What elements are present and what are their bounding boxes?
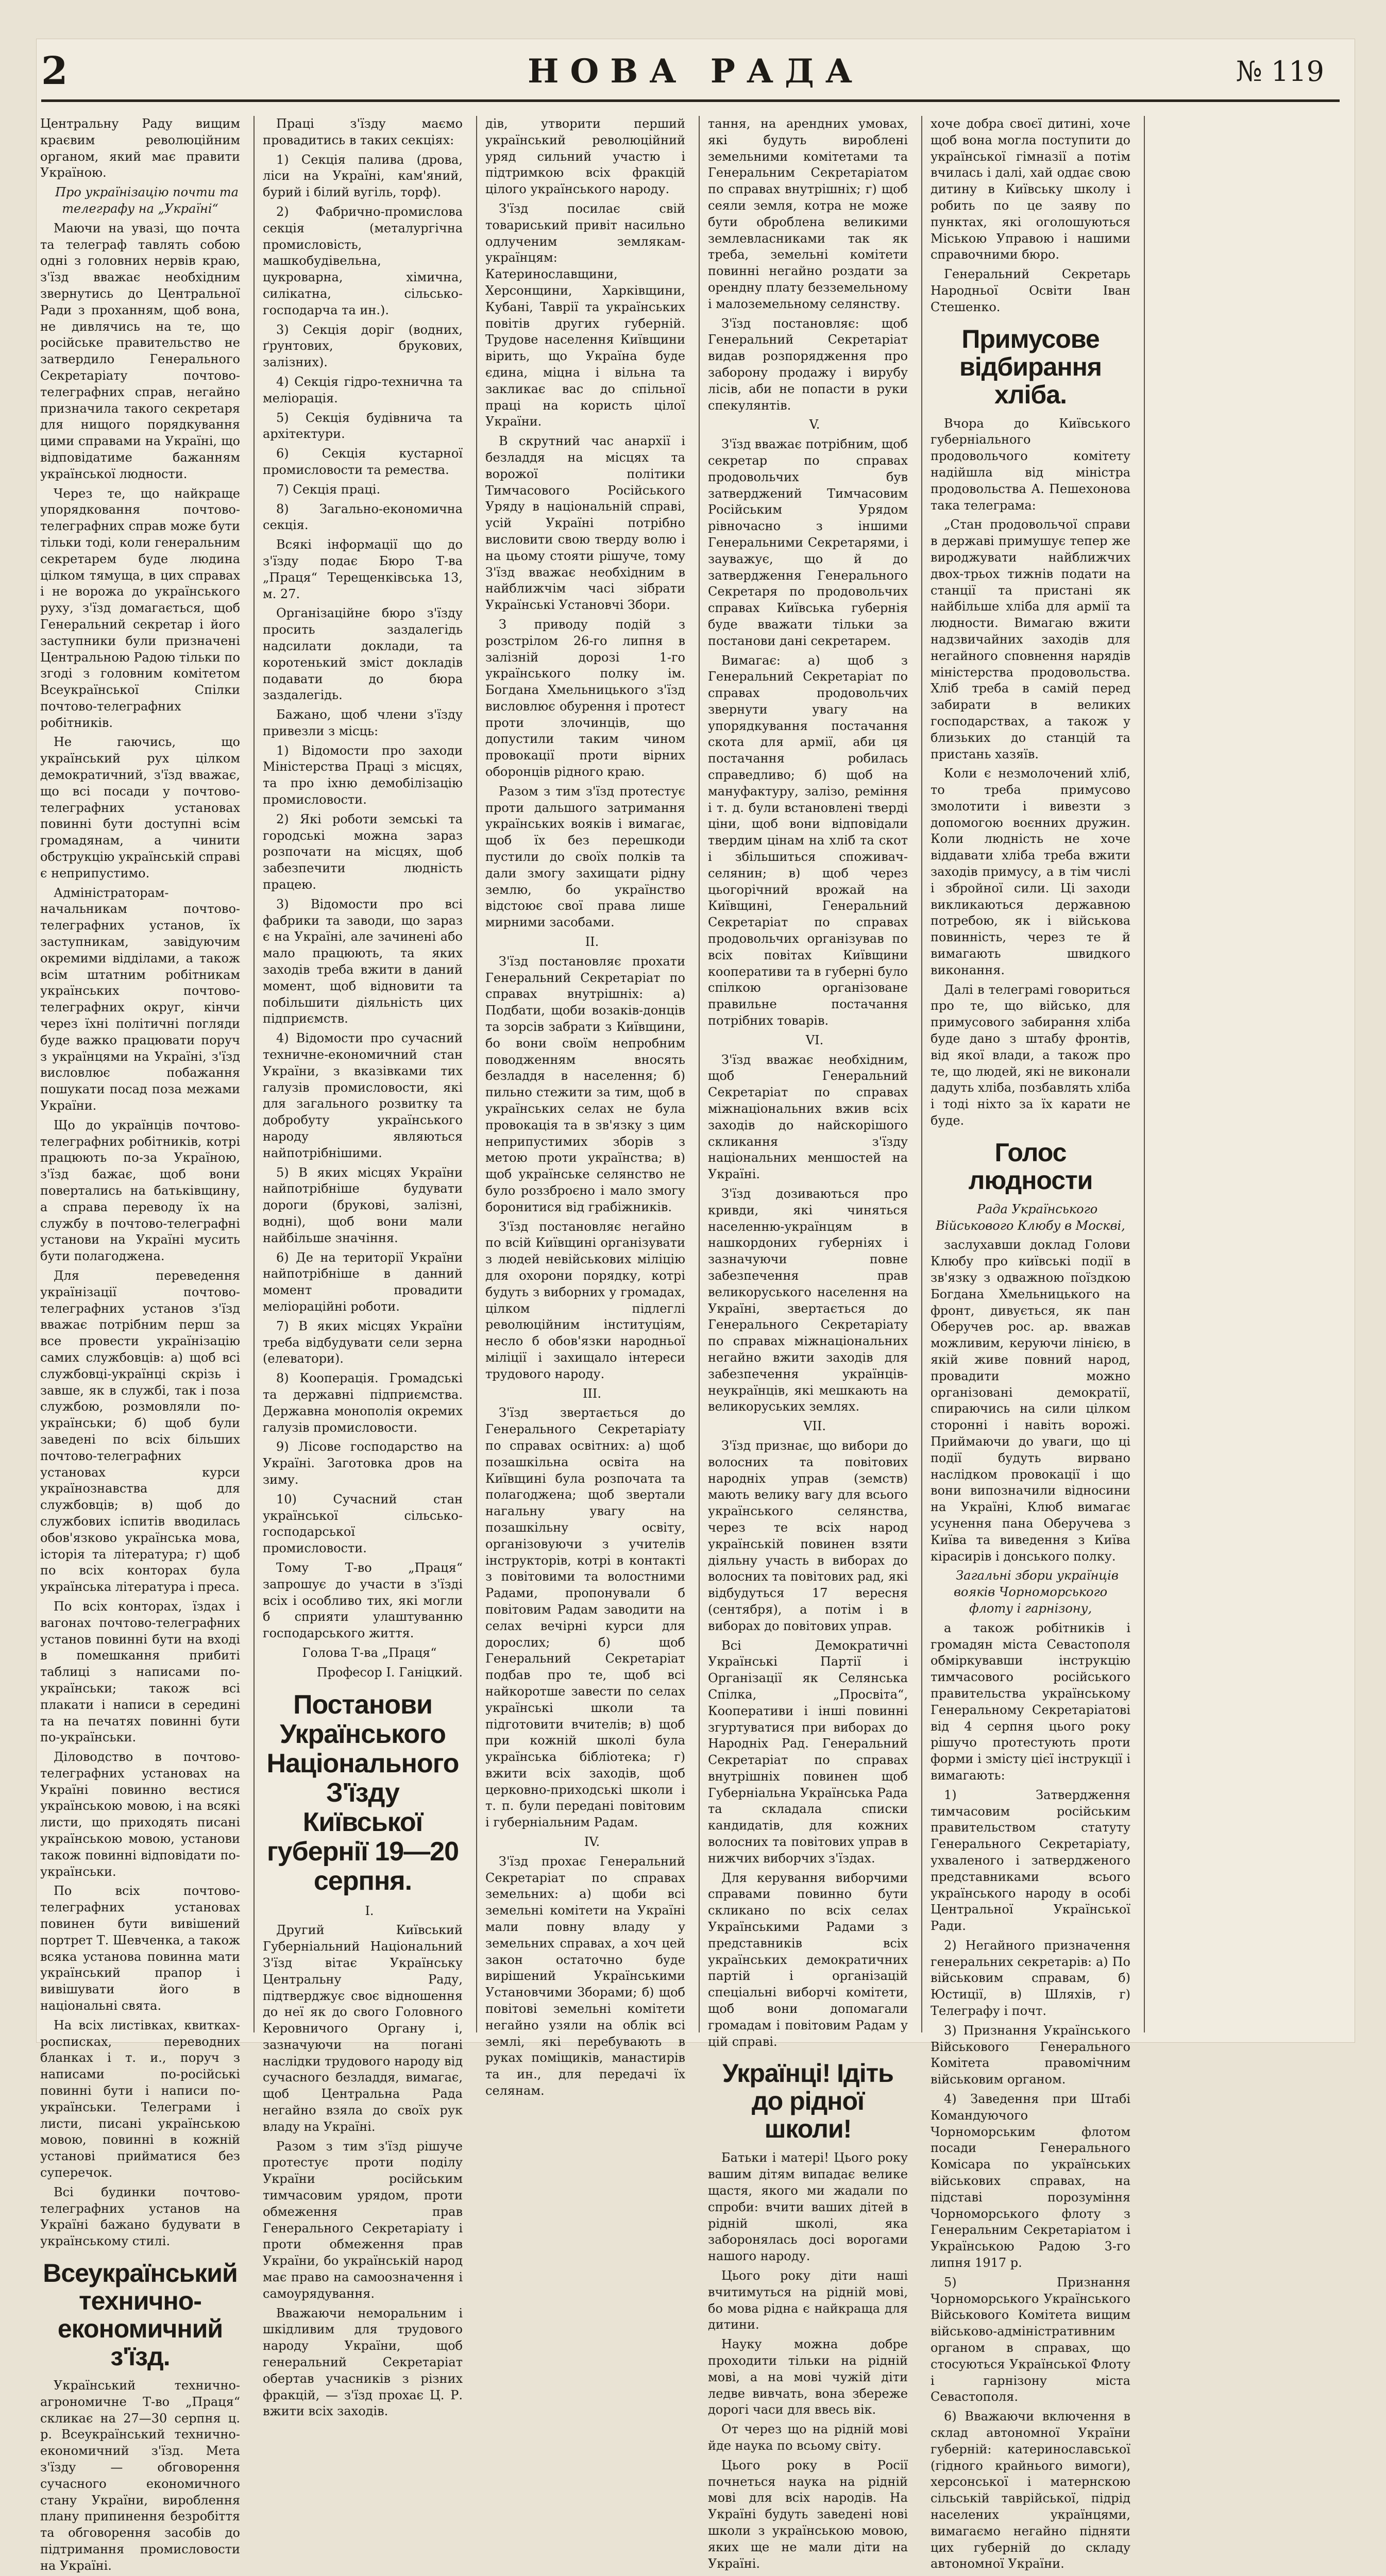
paragraph: Цього року в Росії почнеться наука на рідній мові для всіх народів. На Україні будуть заведені нові школи з українською мовою, яких ще не мали діти на Україні.: [708, 2458, 908, 2571]
paragraph: дів, утворити перший український революційний уряд сильний участю і підтримкою всіх фракцій цілого українського народу.: [485, 116, 685, 197]
paragraph: Маючи на увазі, що почта та телеграф тавлять собою одні з головних нервів краю, з'їзд вважає необхідним звернутись до Центральної Ради з проханням, щоб вона, не дивлячись на те, що російське правительство не затвердило Генерального Секретаріату почтово-телеграфних справ, негайно призначила такого секретаря для нищого порядкування цими справами на Україні, що відповідатиме бажанням української людности.: [40, 221, 240, 481]
section-number: VII.: [803, 1419, 826, 1434]
paragraph: З'їзд постановляє прохати Генеральний Секретаріат по справах внутрішніх: а) Подбати, щоби возаків-донців та зорсів забрати з Київщини, бо вони своїм непробним поводженням вносять безладдя в населення; б) пильно стежити за тим, щоб в українських селах не була провокація та в зв'язку з цим неприпустимих зборів з метою проти українства; в) щоб українське селянство не було роззброєно і мало змогу боронитися від грабіжників.: [485, 954, 685, 1214]
paragraph: Вчора до Київського губерніального продовольчого комітету надійшла від міністра продовольства А. Пешехонова така телеграма:: [931, 416, 1130, 513]
section-number: IV.: [584, 1835, 600, 1850]
headline: Постанови Українського Національного З'їзду Київської губернії 19—20 серпня.: [266, 1689, 459, 1896]
paragraph: З'їзд вважає потрібним, щоб секретар по справах продовольчих був затверджений Тимчасовим Російським Урядом рівночасно з іншими Генеральними Секретарями, і зауважує, що й до затвердження Генерального Секретаря по продовольчих справах Київська губернія буде вважати тільки за постанови дані секретарем.: [708, 437, 908, 648]
signature: Голова Т-ва „Праця“: [302, 1645, 437, 1660]
column-1: [40, 116, 240, 2573]
paragraph: Всякі інформації що до з'їзду подає Бюро Т-ва „Праця“ Терещенківська 13, м. 27.: [263, 537, 463, 601]
column-rule: [253, 116, 255, 2032]
column-rule: [476, 116, 477, 2032]
column-rule: [1144, 116, 1145, 2032]
header-rule: [41, 99, 1340, 102]
paragraph: З'їзд посилає свій товариський привіт насильно одлученим землякам-українцям: Катеринославщини, Херсонщини, Харківщини, Кубані, Таврії та українських повітів других губерній. Трудове населення Київщини вірить, що Україна буде єдина, міцна і вільна та закликає вас до спільної праці на користь цілої України.: [485, 201, 685, 429]
paragraph: 2) Фабрично-промислова секція (металургічна промисловість, машкобудівельна, цукроварна, хімична, силікатна, сільсько-господарча та ин.).: [263, 204, 463, 317]
paragraph: 2) Які роботи земські та городські можна зараз розпочати на місцях, щоб забезпечити людність працею.: [263, 811, 463, 892]
paper-title: НОВА РАДА: [528, 52, 864, 91]
paragraph: З'їзд дозиваються про кривди, які чиняться населенню-українцям в нашкордоних губерніях і зазначуючи повне забезпечення прав великоруського населення на Україні, звертається до Генерального Секретаріату по справах міжнаціональних негайно вжити заходів для забезпечення українців-неукраїнців, які мешкають на великоруських землях.: [708, 1187, 908, 1414]
paragraph: 6) Де на території України найпотрібніше в данний момент провадити меліораційні роботи.: [263, 1250, 463, 1314]
section-number: I.: [365, 1903, 374, 1918]
paragraph: З'їзд постановляє негайно по всій Київщині організувати з людей невійськових міліцію для охорони порядку, котрі будуть з виборних у громадах, цілком підлеглі революційним інституціям, несло б обов'язки народньої міліції і захищало інтереси трудового народу.: [485, 1219, 685, 1381]
column-3: [485, 116, 685, 2098]
paragraph: 3) Секція доріг (водних, ґрунтових, брукових, залізних).: [263, 322, 463, 370]
paragraph: Всі Демократичні Українські Партії і Організації як Селянська Спілка, „Просвіта“, Кооперативи і інші повинні згуртуватися при виборах до Народніх Рад. Генеральний Секретаріат по справах внутрішніх повинен щоб Губерніальна Українська Рада та складала списки кандидатів, для кожних волосних та повітових управ в нижчих виборчих з'їздах.: [708, 1638, 908, 1866]
paragraph: 3) Признання Українського Військового Генерального Комітета правомічним військовим органом.: [931, 2023, 1130, 2087]
column-rule: [921, 116, 922, 2032]
section-number: V.: [809, 417, 820, 432]
paragraph: Вимагає: а) щоб з Генеральний Секретаріат по справах продовольчих звернути увагу на упорядкування постачання скота для армії, аби ця постачання робилась справедливо; б) щоб на мануфактуру, залізо, реміння і т. д. були встановлені тверді ціни, щоб вони відповідали твердим цінам на хліб та скот і збільшиться споживач-селянин; в) щоб через цьогорічний врожай на Київщині, Генеральний Секретаріат по справах продовольчих організував по всіх повітах Київщини кооперативи та в губерні було спілкою організоване правильне постачання потрібних товарів.: [708, 653, 908, 1028]
signature: Професор І. Ганіцкий.: [316, 1665, 463, 1680]
paragraph: 6) Вважаючи включення в склад автономної України губерній: катеринославської (гідного крайнього вимоги), херсонської і матернскою сільській таврійської, підрід населених українцями, вимагаємо негайно підняти цих губерній до складу автономної України.: [931, 2409, 1130, 2571]
paragraph: Що до українців почтово-телеграфних робітників, котрі працюють по-за Україною, з'їзд бажає, щоб вони повертались на батьківщину, а справа переводу їх на службу в почтово-телеграфні установи на Україні мусить бути полагоджена.: [40, 1117, 240, 1264]
paragraph: Тому Т-во „Праця“ запрошує до участи в з'їзді всіх і особливо тих, які могли б сприяти улаштуванню господарського життя.: [263, 1560, 463, 1641]
paragraph: З'їзд признає, що вибори до волосних та повітових народніх управ (земств) мають велику вагу для всього українського селянства, через те всіх народ українській повинен взяти діяльну участь в виборах до волосних та повітових рад, які відбудуться 17 вересня (сентября), а потім і в виборах до повітових управ.: [708, 1438, 908, 1633]
paragraph: Науку можна добре проходити тільки на рідній мові, а на мові чужій діти ледве вивчать, вона збереже дорогі часи для ввесь вік.: [708, 2337, 908, 2417]
page-number: 2: [41, 49, 68, 93]
section-number: II.: [585, 935, 599, 950]
paragraph: Для керування виборчими справами повинно бути скликано по всіх селах Українськими Радами з представників всіх українських демократичних партій і організацій спеціальні виборчі комітети, щоб вони допомагали громадам і повітовим Радам у цій справі.: [708, 1870, 908, 2049]
paragraph: 5) Признання Чорноморського Українського Військового Комітета вищим військово-адміністративним органом в справах, що стосуються Української Флоту і гарнізону міста Севастополя.: [931, 2275, 1130, 2404]
paragraph: Не гаючись, що український рух цілком демократичний, з'їзд вважає, що всі посади у почтово-телеграфних установах повинні бути доступні всім громадянам, а чинити обструкцію українській справі є неприпустимо.: [40, 735, 240, 880]
paragraph: З'їзд звертається до Генерального Секретаріату по справах освітних: а) щоб позашкільна освіта на Київщині була розпочата та полагоджена; щоб звертали нагальну увагу на позашкільну освіту, організовуючи з учителів інструкторів, котрі в контакті з повітовими та волостними Радами, пропонували б повітовим Радам заводити на селах вечірні курси для дорослих; б) щоб Генеральний Секретаріат подбав про те, щоб всі найкоротше завести по селах українські школи та підготовити вчителів; в) щоб при кожній школі була українська бібліотека; г) вжити всіх заходів, щоб церковно-приходські школи і т. п. були передані повітовим і губерніальним Радам.: [485, 1405, 685, 1830]
paragraph: Центральну Раду вищим краєвим революційним органом, який має правити Україною.: [40, 116, 240, 180]
paragraph: Батьки і матері! Цього року вашим дітям випадає велике щастя, якого ми жадали по спроби: вчити ваших дітей в рідній школі, яка заборонялась досі ворогами нашого народу.: [708, 2150, 908, 2264]
paragraph: 5) В яких місцях України найпотрібніше будувати дороги (брукові, залізні, водні), щоб вони мали найбільше значіння.: [263, 1165, 463, 1245]
paragraph: Адміністраторам-начальникам почтово-телеграфних установ, їх заступникам, завідуючим окремими відділами, а також всім штатним робітникам українських почтово-телеграфних округ, кінчи через їхні політичні погляди буде важко працювати поруч з українцями на Україні, з'їзд висловлює побажання пошукати посад поза межами України.: [40, 885, 240, 1113]
subheading: Загальні збори українців вояків Чорноморського флоту і гарнізону,: [953, 1568, 1119, 1616]
paragraph: 7) В яких місцях України треба відбудувати сели зерна (елеватори).: [263, 1318, 463, 1366]
signature: Генеральний Секретарь Народньої Освіти Іван Стешенко.: [931, 267, 1130, 314]
paragraph: Разом з тим з'їзд протестує проти дальшого затримання українських вояків і вимагає, щоб їх без перешкоди пустили до своїх полків та дали змогу захищати рідну землю, бо українство відстоює свої права лише мирними засобами.: [485, 784, 685, 930]
paragraph: 4) Відомости про сучасний техничне-економичний стан України, з вказівками тих галузів промисловости, які для загального розвитку та добробуту українського народу являються найпотрібнішими.: [263, 1031, 463, 1160]
paragraph: 4) Секція гідро-технична та меліорація.: [263, 374, 463, 405]
headline: Всеукраїнський технично-економичний з'їзд.: [43, 2259, 238, 2371]
paragraph: Праці з'їзду маємо провадитись в таких секціях:: [263, 116, 463, 147]
paragraph: 3) Відомости про всі фабрики та заводи, що зараз є на Україні, але зачинені або мало працюють, та яких заходів треба вжити в даний момент, щоб відновити та побільшити діяльність цих підприємств.: [263, 896, 463, 1026]
paragraph: 2) Негайного призначення генеральних секретарів: а) По військовим справам, б) Юстиції, в) Шляхів, г) Телеграфу і почт.: [931, 1938, 1130, 2019]
section-number: III.: [582, 1386, 602, 1401]
running-head: [36, 49, 1355, 106]
paragraph: Український технично-агрономичне Т-во „Праця“ скликає на 27—30 серпня ц. р. Всеукраїнський технично-економичний з'їзд. Мета з'їзду — обговорення сучасного економичного стану України, вироблення плану припинення безробіття та обговорення засобів до підтримання промисловости на Україні.: [40, 2378, 240, 2573]
paragraph: 4) Заведення при Штабі Командуючого Чорноморським флотом посади Генерального Комісара по українських військових справах, на підставі порозуміння Чорноморського флоту з Генеральним Секретаріатом і Українською Радою 3-го липня 1917 р.: [931, 2092, 1130, 2270]
paragraph: тання, на арендних умовах, які будуть вироблені земельними комітетами та Генеральним Секретаріатом по справах внутрішніх; г) щоб сеяли земля, котра не може бути оброблена великими землевласниками так як треба, земельні комітети повинні негайно роздати за орендну плату безземельному і малоземельному селянству.: [708, 116, 908, 311]
paragraph: хоче добра своєї дитині, хоче щоб вона могла поступити до української гімназії а потім вчилась і далі, хай оддає свою дитину в Київську школу і робить по це заяву по пунктах, які оголошуються Міською Управою і нашими справочними бюро.: [931, 116, 1130, 262]
paragraph: Організаційне бюро з'їзду просить заздалегідь надсилати доклади, та коротенький зміст докладів подавати до бюра заздалегідь.: [263, 606, 463, 703]
paragraph: Вважаючи неморальним і шкідливим для трудового народу України, щоб генеральний Секретаріат обертав учасників з різних фракцій, — з'їзд прохає Ц. Р. вжити всіх заходів.: [263, 2306, 463, 2419]
paragraph: З'їзд вважає необхідним, щоб Генеральний Секретаріат по справах міжнаціональних вжив всіх заходів до найскорішого скликання з'їзду національних меншостей на Україні.: [708, 1052, 908, 1182]
paragraph: „Стан продовольчої справи в державі примушує тепер же вироджувати найближчих двох-трьох тижнів подати на станції та пристані як найбільше хліба для армії та людности. Вимагаю вжити надзвичайних заходів для негайного сповнення нарядів міністерства продовольства. Хліб треба в самій перед забирати в великих господарствах, а також у близьких до станцій та пристань хазяїв.: [931, 517, 1130, 761]
paragraph: Всі будинки почтово-телеграфних установ на Україні бажано будувати в українському стилі.: [40, 2184, 240, 2249]
paragraph: Діловодство в почтово-телеграфних установах на Україні повинно вестися українською мовою, і на всякі листи, що приходять писані українською мовою, установи також повинні відповідати по-українськи.: [40, 1750, 240, 1879]
paragraph: Коли є незмолочений хліб, то треба примусово змолотити і вивезти з допомогою воєнних дружин. Коли людність не хоче віддавати хліба треба вжити заходів примусу, а в тім числі і збройної сили. Ці заходи викликаються державною потребою, як і військова повинність, через те й вимагають швидкого виконання.: [931, 766, 1130, 977]
paragraph: 10) Сучасний стан української сільсько-господарської промисловости.: [263, 1492, 463, 1556]
paragraph: Для переведення українізації почтово-телеграфних установ з'їзд вважає потрібним перш за все провести українізацію самих службовців: а) щоб всі службовці-українці скрізь і завше, як в службі, так і поза службою, розмовляли по-українськи; б) щоб були заведені по всіх більших почтово-телеграфних установах курси українознавства для службовців; в) щоб до службових іспитів вводилась обов'язково українська мова, історія та література; г) щоб по всіх конторах була українська література і преса.: [40, 1268, 240, 1595]
paragraph: заслухавши доклад Голови Клюбу про київські події в зв'язку з одважною поїздкою Богдана Хмельницького на фронт, дивується, як пан Оберучев рос. ар. вважав можливим, керуючи лінією, в якій живе повний народ, провадити можно організовані демократії, спираючись на сили цілком сторонні і навіть ворожі. Приймаючи до уваги, що ці події будуть вирвано наслідком провокації і що вони випозначили відносини на Україні, Клюб вимагає усунення пана Оберучева з Київа та виведення з Київа кірасирів і донського полку.: [931, 1238, 1130, 1564]
paragraph: 9) Лісове господарство на Україні. Заготовка дров на зиму.: [263, 1439, 463, 1487]
headline: Примусове відбирання хліба.: [959, 324, 1102, 409]
paragraph: Бажано, щоб члени з'їзду привезли з місць:: [263, 707, 463, 738]
column-6: [1153, 116, 1353, 2032]
paragraph: 1) Секція палива (дрова, ліси на Україні, кам'яний, бурий і білий вугіль, торф).: [263, 152, 463, 200]
headline: Голос людности: [968, 1138, 1093, 1195]
column-rule: [699, 116, 700, 2032]
paragraph: 8) Загально-економична секція.: [263, 501, 463, 533]
paragraph: В скрутний час анархії і безладдя на місцях та ворожої політики Тимчасового Російського Уряду в національній справі, усій Україні потрібно висловити свою тверду волю і на цьому стояти рішуче, тому З'їзд вважає необхідним в найближчім часі зібрати Українські Установчі Збори.: [485, 434, 685, 613]
column-2: [263, 116, 463, 2419]
paragraph: З'їзд постановляє: щоб Генеральний Секретаріат видав розпорядження про заборону продажу і вирубу лісів, аби не попасти в руки спекулянтів.: [708, 316, 908, 413]
issue-number: № 119: [1236, 55, 1324, 88]
paragraph: 6) Секція кустарної промисловости та ремества.: [263, 446, 463, 477]
column-5: [931, 116, 1130, 2571]
headline: Українці! Ідіть до рідної школи!: [722, 2059, 893, 2144]
paragraph: 1) Відомости про заходи Міністерства Праці з місцях, та про іхню демобілізацію промисловости.: [263, 743, 463, 807]
paragraph: Разом з тим з'їзд рішуче протестує проти поділу України російським тимчасовим урядом, проти обмеження прав Генерального Секретаріату і проти обмеження прав України, бо українській народ має право на самоозначення і самоурядування.: [263, 2139, 463, 2301]
paragraph: Далі в телеграмі говориться про те, що військо, для примусового забирання хліба буде дано з штабу фронтів, від якої влади, а також про те, що людей, які не виконали дадуть хліба, позбавлять хліба і тоді ніхто за їх карати не буде.: [931, 982, 1130, 1128]
paragraph: 7) Секція праці.: [276, 482, 381, 497]
newspaper-page: [36, 39, 1355, 2573]
column-4: [708, 116, 908, 2571]
paragraph: По всіх конторах, їздах і вагонах почтово-телеграфних установ повинні бути на вході в помешкання прибиті таблиці з написами по-українськи; також всі плакати і написи в середині та на печатях повинні бути по-українськи.: [40, 1599, 240, 1745]
paragraph: З'їзд прохає Генеральний Секретаріат по справах земельних: а) щоби всі земельні комітети на Україні мали повну владу у земельних справах, а хоч цей закон остаточно буде вирішений Українськими Установчими Зборами; б) щоб повітові земельні комітети негайно узяли на облік всі землі, які перебувають в руках поміщиків, манастирів та ин., для передачі їх селянам.: [485, 1854, 685, 2098]
subheading: Про українізацію почти та телеграфу на „Україні“: [55, 185, 239, 216]
paragraph: Через те, що найкраще упорядковання почтово-телеграфних справ може бути тільки тоді, коли генеральним секретарем буде людина цілком тямуща, в цих справах і не ворожа до українського руху, з'їзд домагається, щоб Генеральний секретар і його заступники були призначені Центральною Радою тільки по згоді з головним комітетом Всеукраїнської Спілки почтово-телеграфних робітників.: [40, 486, 240, 730]
subheading: Рада Українського Військового Клюбу в Москві,: [936, 1201, 1125, 1233]
paragraph: 1) Затвердження тимчасовим російським правительством статуту Генерального Секретаріату, ухваленого і затвердженого представниками всього українського народу в особі Центральної Української Ради.: [931, 1787, 1130, 1934]
paragraph: а також робітників і громадян міста Севастополя обміркувавши інструкцію тимчасового російського правительства українському Генеральному Секретаріатові від 4 серпня цього року рішучо протестують проти форми і змісту цієї інструкції і вимагають:: [931, 1620, 1130, 1783]
paragraph: 8) Кооперація. Громадські та державні підприємства. Державна монополія окремих галузів промисловости.: [263, 1371, 463, 1435]
section-number: VI.: [805, 1032, 824, 1047]
paragraph: От через що на рідній мові йде наука по всьому світу.: [708, 2422, 908, 2453]
paragraph: Цього року діти наші вчитимуться на рідній мові, бо мова рідна є найкраща для дитини.: [708, 2268, 908, 2332]
paragraph: На всіх листівках, квитках-росписках, переводних бланках і т. и., поруч з написами по-російські повинні бути і написи по-українськи. Телеграми і листи, писані українською мовою, повинні в кожній установі прийматися без суперечок.: [40, 2018, 240, 2180]
paragraph: 5) Секція будівнича та архітектури.: [263, 410, 463, 442]
paragraph: З приводу подій з розстрілом 26-го липня в залізній дорозі 1-го українського полку ім. Богдана Хмельницького з'їзд висловлює обурення і протест проти злочинців, що допустили таким чином провокації проти вірних оборонців рідного краю.: [485, 617, 685, 779]
paragraph: Другий Київський Губерніальний Національний З'їзд вітає Українську Центральну Раду, підтверджує своє відношення до неї як до свого Головного Керовничого Органу і, зазначуючи на погані наслідки трудового народу від сучасного безладдя, вимагає, щоб Центральна Рада негайно взяла до своїх рук владу на Україні.: [263, 1923, 463, 2134]
paragraph: По всіх почтово-телеграфних установах повинен бути вивішений портрет Т. Шевченка, а також всяка установа повинна мати український прапор і вивішувати його в національні свята.: [40, 1884, 240, 2013]
